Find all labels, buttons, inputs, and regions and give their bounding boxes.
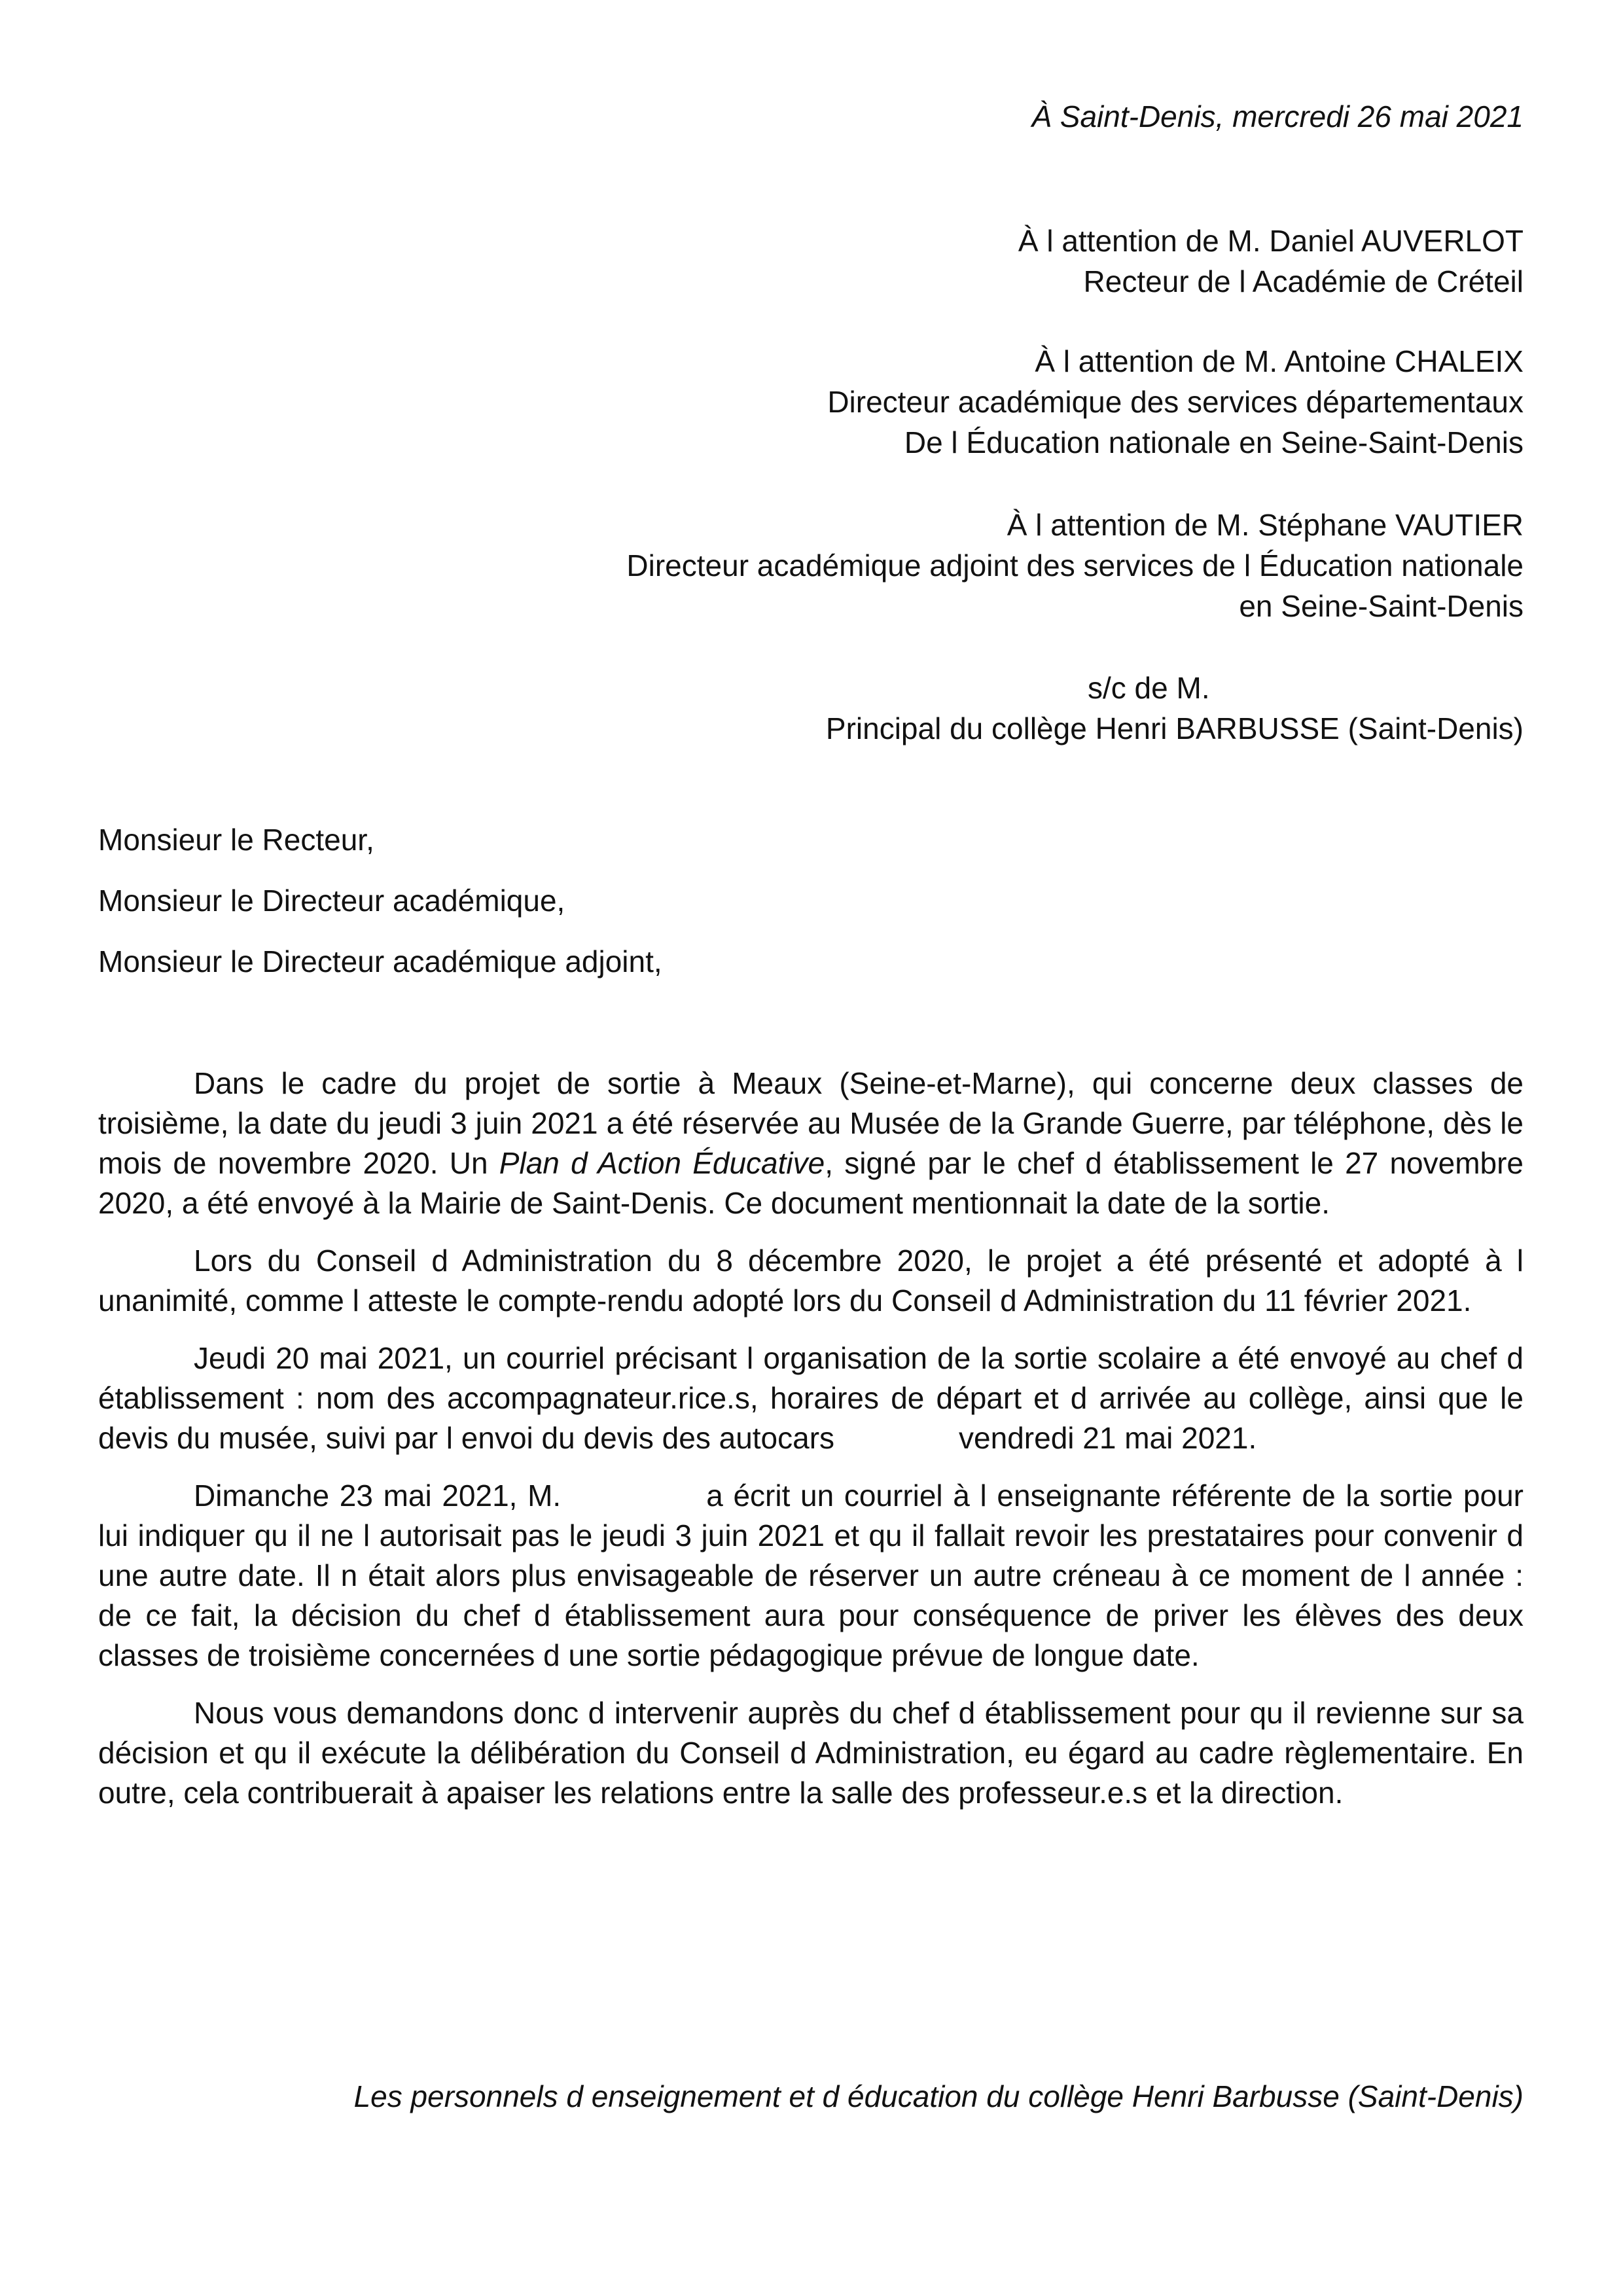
signature-line: Les personnels d enseignement et d éducation du collège Henri Barbusse (Saint-Denis) bbox=[353, 2079, 1524, 2113]
recipient-title-line-2: De l Éducation nationale en Seine-Saint-Denis bbox=[904, 425, 1524, 459]
recipient-name-line: À l attention de M. Daniel AUVERLOT bbox=[1018, 224, 1524, 258]
paragraph-project bbox=[98, 1064, 1524, 1223]
recipient-block-dasen bbox=[827, 341, 1524, 463]
recipient-title-line: Directeur académique adjoint des services de l Éducation nationale bbox=[626, 548, 1524, 583]
recipient-block-recteur bbox=[1018, 221, 1524, 302]
recipient-title-line: Recteur de l Académie de Créteil bbox=[1083, 264, 1524, 298]
paragraph-conseil: Lors du Conseil d Administration du 8 décembre 2020, le projet a été présenté et adopté à l unanimité, comme l atteste le compte-rendu adopté lors du Conseil d Administration du 11 février 2021. bbox=[98, 1244, 1524, 1318]
recipient-block-adjoint bbox=[626, 505, 1524, 626]
sous-couvert-block bbox=[826, 708, 1524, 749]
recipient-name-line: À l attention de M. Stéphane VAUTIER bbox=[1007, 508, 1524, 542]
salutation-recteur: Monsieur le Recteur, bbox=[98, 823, 374, 857]
salutation-directeur: Monsieur le Directeur académique, bbox=[98, 884, 565, 918]
paragraph-courriel bbox=[98, 1338, 1524, 1458]
paragraph-text: a écrit un courriel à l enseignante référente de la sortie pour lui indiquer qu il ne l autorisait pas le jeudi 3 juin 2021 et qu il fallait revoir les prestataires pour convenir d une autre date. Il n était alors plus envisageable de réserver un autre créneau à ce moment de l année : de ce fait, la décision du chef d établissement aura pour conséquence de priver les élèves des deux classes de troisième concernées d une sortie pédagogique prévue de longue date. bbox=[98, 1479, 1524, 1672]
principal-title-line: Principal du collège Henri BARBUSSE (Saint-Denis) bbox=[825, 711, 1524, 745]
paragraph-text: vendredi 21 mai 2021. bbox=[959, 1421, 1257, 1455]
plan-action-educative-title: Plan d Action Éducative bbox=[499, 1146, 825, 1180]
sous-couvert-line: s/c de M. bbox=[1088, 671, 1210, 705]
recipient-title-line: Directeur académique des services départementaux bbox=[827, 385, 1524, 419]
recipient-name-line: À l attention de M. Antoine CHALEIX bbox=[1035, 344, 1524, 378]
paragraph-text: Dimanche 23 mai 2021, M. bbox=[194, 1479, 562, 1513]
recipient-title-line-2: en Seine-Saint-Denis bbox=[1239, 589, 1524, 623]
paragraph-refus bbox=[98, 1476, 1524, 1676]
letter-body bbox=[98, 1064, 1524, 1813]
salutation-directeur-adjoint: Monsieur le Directeur académique adjoint, bbox=[98, 944, 662, 978]
salutation-block bbox=[98, 810, 662, 992]
paragraph-text: , signé par le chef d établissement le 27 novembre 2020, a été envoyé à la Mairie de Saint-Denis. Ce document mentionnait la date de la sortie. bbox=[98, 1146, 1524, 1220]
paragraph-text: Dans le cadre du projet de sortie à Meaux (Seine-et-Marne), qui concerne deux classes de troisième, la date du jeudi 3 juin 2021 a été réservée au Musée de la Grande Guerre, par téléphone, dès le mois de novembre 2020. Un bbox=[98, 1066, 1524, 1180]
paragraph-demande: Nous vous demandons donc d intervenir auprès du chef d établissement pour qu il revienne sur sa décision et qu il exécute la délibération du Conseil d Administration, eu égard au cadre règlementaire. En outre, cela contribuerait à apaiser les relations entre la salle des professeur.e.s et la direction. bbox=[98, 1696, 1524, 1810]
paragraph-text: Jeudi 20 mai 2021, un courriel précisant l organisation de la sortie scolaire a été envoyé au chef d établissement : nom des accompagnateur.rice.s, horaires de départ et d arrivée au collège, ainsi que le devis du musée, suivi par l envoi du devis des autocars bbox=[98, 1341, 1524, 1455]
date-line: À Saint-Denis, mercredi 26 mai 2021 bbox=[1031, 99, 1524, 134]
